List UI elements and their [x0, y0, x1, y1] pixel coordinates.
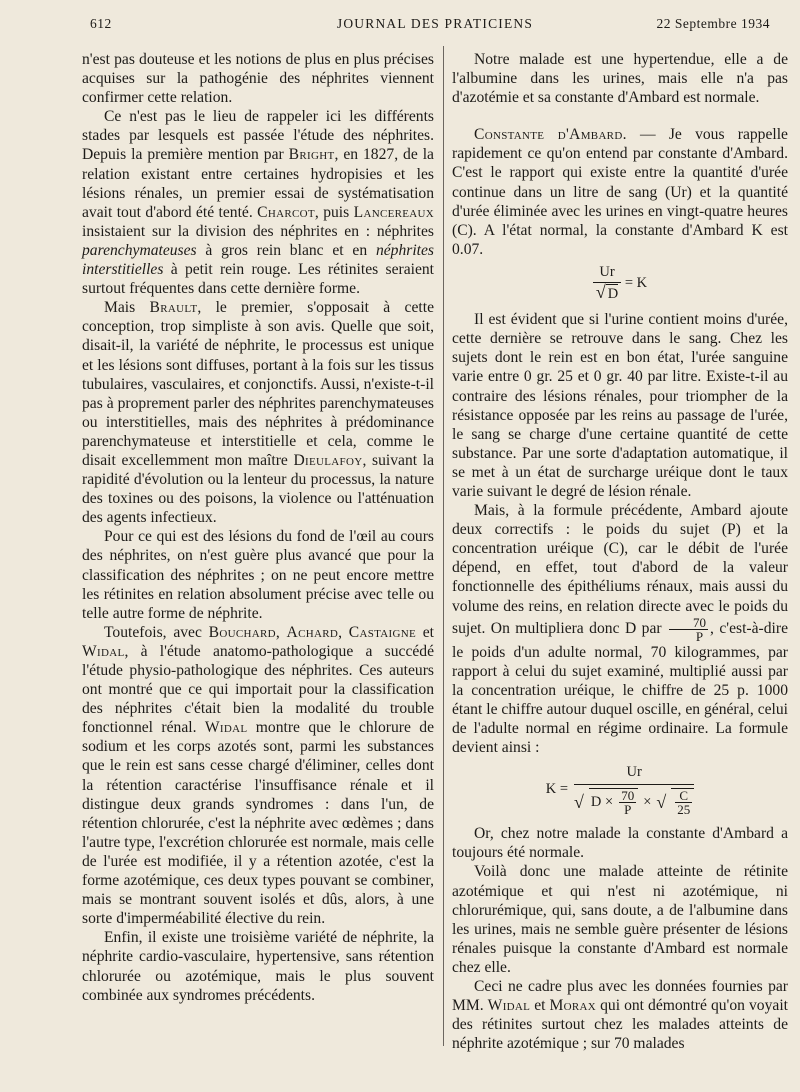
- author-name: Bright: [288, 146, 335, 164]
- author-name: Widal: [487, 997, 531, 1015]
- inline-fraction: $\frac{70}{P}$: [669, 616, 708, 643]
- author-name: Lancereaux: [353, 203, 434, 221]
- paragraph: Mais, à la formule précédente, Ambard ajoute deux correctifs : le poids du sujet (P) et la concentration uréique (C), car le débit de l'urée dépend, en effet, tout d'abord de la valeur fonctionnelle des épithéliums rénaux, mais aussi du volume des reins, en relation directe avec le poids du sujet. On multipliera donc D par $\frac{70}{P}$ , c'est-à-dire le poids d'un adulte normal, 70 kilogrammes, par rapport à celui du sujet examiné, multiplié aussi par la concentration uréique, le chiffre de 25 p. 1000 étant le chiffre autour duquel oscille, en général, celui de l'adulte normal en régime ordinaire. La formule devient ainsi :: [452, 502, 788, 757]
- paragraph: Pour ce qui est des lésions du fond de l'œil au cours des néphrites, on n'est guère plus avancé que pour la classification des néphrites ; on ne peut encore mettre les rétinites en relation absolument précise avec telle ou telle autre forme de néphrite.: [82, 528, 434, 622]
- author-name: Charcot: [257, 203, 315, 221]
- page-number: 612: [90, 16, 112, 31]
- author-name: Morax: [549, 997, 597, 1015]
- paragraph: Voilà donc une malade atteinte de rétinite azotémique et qui n'est ni azotémique, ni chlorurémique, qui, sans doute, a de l'albumine dans les urines, mais ne semble guère présenter de lésions rénales puisque la constante d'Ambard est normale chez elle.: [452, 863, 788, 976]
- paragraph: n'est pas douteuse et les notions de plus en plus précises acquises sur la pathogénie des néphrites viennent confirmer cette relation.: [82, 51, 434, 107]
- paragraph: Mais Brault, le premier, s'opposait à cette conception, trop simpliste à son avis. Quelle que soit, disait-il, la variété de néphrite, le processus est unique et les lésions sont diffuses, portant à la fois sur les tissus tubulaires, vasculaires, et conjonctifs. Aussi, n'existe-t-il pas à proprement parler des néphrites parenchymateuses ou interstitielles, mais des néphrites à prédominance parenchymateuse et interstitielle et cela, comme le disait excellemment mon maître Dieulafoy, suivant la rapidité d'évolution ou la lenteur du processus, la nature des toxines ou des poisons, la violence ou l'atténuation des agents infectieux.: [82, 299, 434, 527]
- formula-corrected: K = Ur √ D × $\frac{70}{P}$ × √ $\frac{C}{25}$: [452, 763, 788, 816]
- author-name: Brault: [149, 299, 198, 317]
- author-name: Achard: [286, 623, 339, 641]
- paragraph: Notre malade est une hypertendue, elle a de l'albumine dans les urines, mais elle n'a pas d'azotémie et sa constante d'Ambard est normale.: [452, 51, 788, 107]
- journal-title: JOURNAL DES PRATICIENS: [336, 16, 534, 31]
- author-name: Widal: [204, 719, 248, 737]
- paragraph: Ceci ne cadre plus avec les données fournies par MM. Widal et Morax qui ont démontré qu'on voyait des rétinites surtout chez les malades atteints de néphrite azotémique ; sur 70 malades: [452, 978, 788, 1053]
- paragraph: Enfin, il existe une troisième variété de néphrite, la néphrite cardio-vasculaire, hypertensive, sans rétention chlorurée ou azotémique, mais le plus souvent combinée aux syndromes précédents.: [82, 929, 434, 1004]
- paragraph: Il est évident que si l'urine contient moins d'urée, cette dernière se retrouve dans le sang. Chez les sujets dont le rein est en bon état, l'urée sanguine varie entre 0 gr. 25 et 0 gr. 40 par litre. Existe-t-il au contraire des lésions rénales, pour triompher de la résistance opposée par les reins au passage de l'urée, le sang se charge d'une certaine quantité de cette substance. Par une sorte d'adaptation automatique, il se met à un état de surcharge uréique dont le taux varie suivant le degré de lésion rénale.: [452, 311, 788, 500]
- author-name: Dieulafoy: [293, 451, 363, 469]
- column-divider: [443, 46, 444, 1046]
- right-column: [452, 50, 788, 1080]
- running-header: [90, 14, 780, 38]
- paragraph: Or, chez notre malade la constante d'Ambard a toujours été normale.: [452, 825, 788, 862]
- issue-date: 22 Septembre 1934: [656, 16, 770, 31]
- term: néphrites interstitielles: [82, 241, 434, 279]
- term: parenchymateuses: [82, 241, 197, 259]
- formula-fraction: $\frac{Ur}{√ D}$: [593, 263, 621, 304]
- author-name: Widal: [82, 642, 125, 660]
- left-column: [82, 50, 434, 1005]
- author-name: Bouchard: [208, 623, 276, 641]
- paragraph: Toutefois, avec Bouchard, Achard, Castaigne et Widal, à l'étude anatomo-pathologique a succédé l'étude physio-pathologique des néphrites. Ces auteurs ont montré que ce qui importait pour la classification des néphrites c'était bien la modalité du trouble fonctionnel rénal. Widal montre que le chlorure de sodium et les corps azotés sont, parmi les substances que le rein est sans cesse chargé d'éliminer, celles dont la rétention caractérise l'insuffisance rénale et il distingue deux grands syndromes : dans l'un, de rétention chlorurée, c'est la néphrite avec œdèmes ; dans l'autre type, l'excrétion chlorurée est normale, mais celle de l'urée est modifiée, il y a rétention azotée, c'est la forme azotémique, ces deux types pouvant se combiner, mais se montrant souvent isolés et dûs, alors, à une sorte d'imperméabilité élective du rein.: [82, 623, 435, 928]
- formula-ambard: $\frac{Ur}{√ D}$ = K: [452, 263, 788, 304]
- author-name: Castaigne: [348, 623, 416, 641]
- paragraph: Constante d'Ambard. — Je vous rappelle rapidement ce qu'on entend par constante d'Ambard. C'est le rapport qui existe entre la quantité d'urée continue dans un litre de sang (Ur) et la quantité d'urée éliminée avec les urines en vingt-quatre heures (C). A l'état normal, la constante d'Ambard K est 0.07.: [452, 126, 788, 258]
- paragraph: Ce n'est pas le lieu de rappeler ici les différents stades par lesquels est passée l'étude des néphrites. Depuis la première mention par Bright, en 1827, de la relation existant entre certaines hydropisies et les lésions rénales, un premier essai de systématisation avait tout d'abord été tenté. Charcot, puis Lancereaux insistaient sur la division des néphrites en : néphrites parenchymateuses à gros rein blanc et en néphrites interstitielles à petit rein rouge. Les rétinites seraient surtout fréquentes dans cette dernière forme.: [82, 108, 434, 298]
- section-heading: Constante d'Ambard.: [474, 126, 627, 144]
